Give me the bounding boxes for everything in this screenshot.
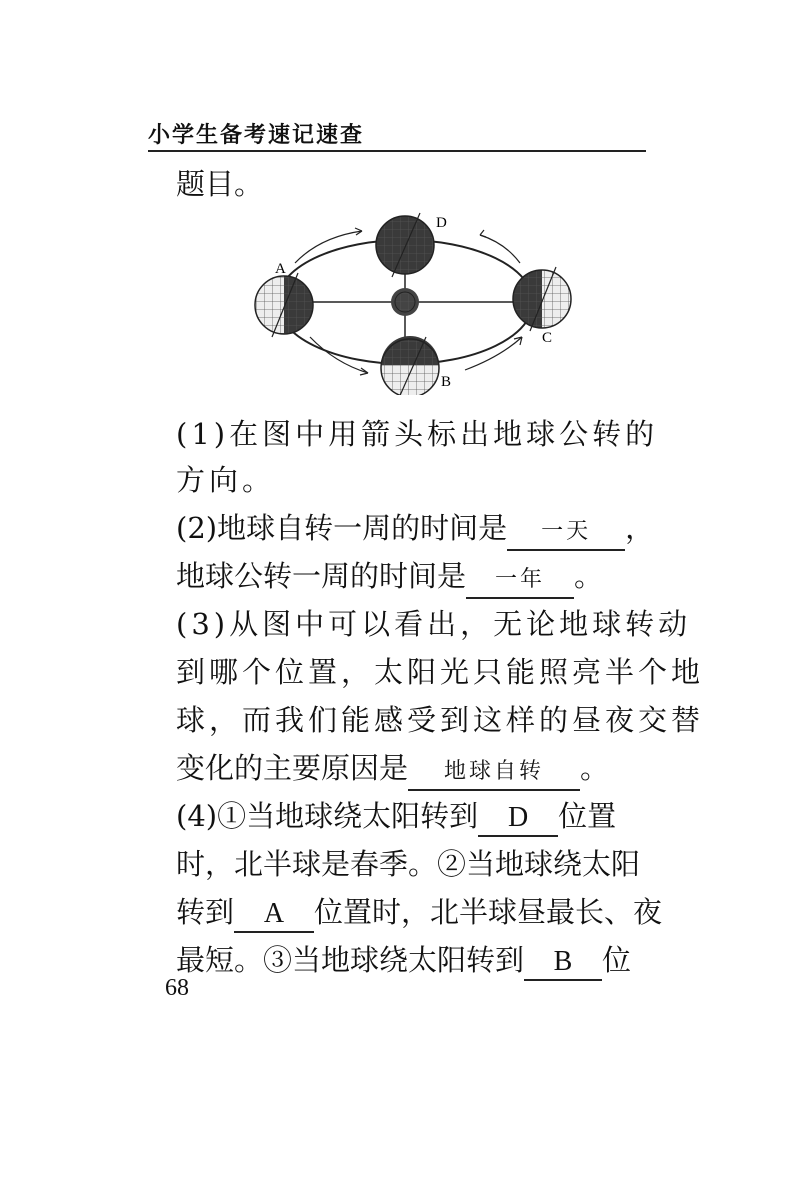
label-d: D — [436, 215, 447, 231]
q1-line1: (1)在图中用箭头标出地球公转的 — [176, 417, 659, 451]
q4-line4-suffix: 位 — [602, 943, 632, 977]
q1-line2: 方向。 — [176, 463, 276, 497]
q3-line4-prefix: 变化的主要原因是 — [176, 751, 409, 785]
q2-line2-suffix: 。 — [574, 559, 604, 593]
q4-line1-prefix: (4)①当地球绕太阳转到 — [176, 799, 479, 833]
answer-blank-revolution: 一年 — [466, 565, 574, 599]
earth-b — [381, 336, 439, 395]
answer-blank-winter: B — [524, 947, 602, 981]
q3-line4-suffix: 。 — [580, 751, 610, 785]
answer-blank-day-night: 地球自转 — [408, 757, 580, 791]
q2-line1-suffix: ， — [625, 511, 655, 545]
q4-line4-prefix: 最短。③当地球绕太阳转到 — [176, 943, 525, 977]
q4-line1 — [176, 796, 616, 837]
q2-line1 — [176, 508, 654, 551]
q4-line3-prefix: 转到 — [176, 895, 235, 929]
label-a: A — [275, 261, 286, 277]
header-title: 小学生备考速记速查 — [148, 123, 365, 148]
earth-orbit-diagram — [240, 205, 590, 395]
q3-line4 — [176, 748, 609, 791]
q4-line2: 时，北半球是春季。②当地球绕太阳 — [176, 847, 641, 881]
answer-blank-rotation: 一天 — [507, 517, 625, 551]
earth-d — [376, 213, 434, 277]
label-b: B — [441, 374, 452, 390]
answer-blank-summer: A — [234, 899, 314, 933]
intro-text: 题目。 — [176, 167, 264, 201]
q4-line3-suffix: 位置时，北半球昼最长、夜 — [314, 895, 663, 929]
sun-icon — [391, 288, 419, 316]
q4-line3 — [176, 892, 662, 933]
answer-blank-spring: D — [478, 803, 558, 837]
orbit-arrow-top-right — [480, 235, 520, 263]
q2-line2 — [176, 556, 603, 599]
header-rule — [148, 150, 646, 152]
q4-line1-suffix: 位置 — [558, 799, 617, 833]
q2-line2-prefix: 地球公转一周的时间是 — [176, 559, 467, 593]
orbit-arrow-top-left — [295, 231, 362, 263]
q4-line4 — [176, 940, 631, 981]
q3-line2: 到哪个位置，太阳光只能照亮半个地 — [176, 655, 705, 689]
q2-line1-prefix: (2)地球自转一周的时间是 — [176, 511, 508, 545]
q3-line3: 球，而我们能感受到这样的昼夜交替 — [176, 703, 705, 737]
earth-a — [255, 273, 313, 337]
label-c: C — [542, 330, 553, 346]
q3-line1: (3)从图中可以看出，无论地球转动 — [176, 607, 692, 641]
page-number: 68 — [165, 975, 189, 1001]
